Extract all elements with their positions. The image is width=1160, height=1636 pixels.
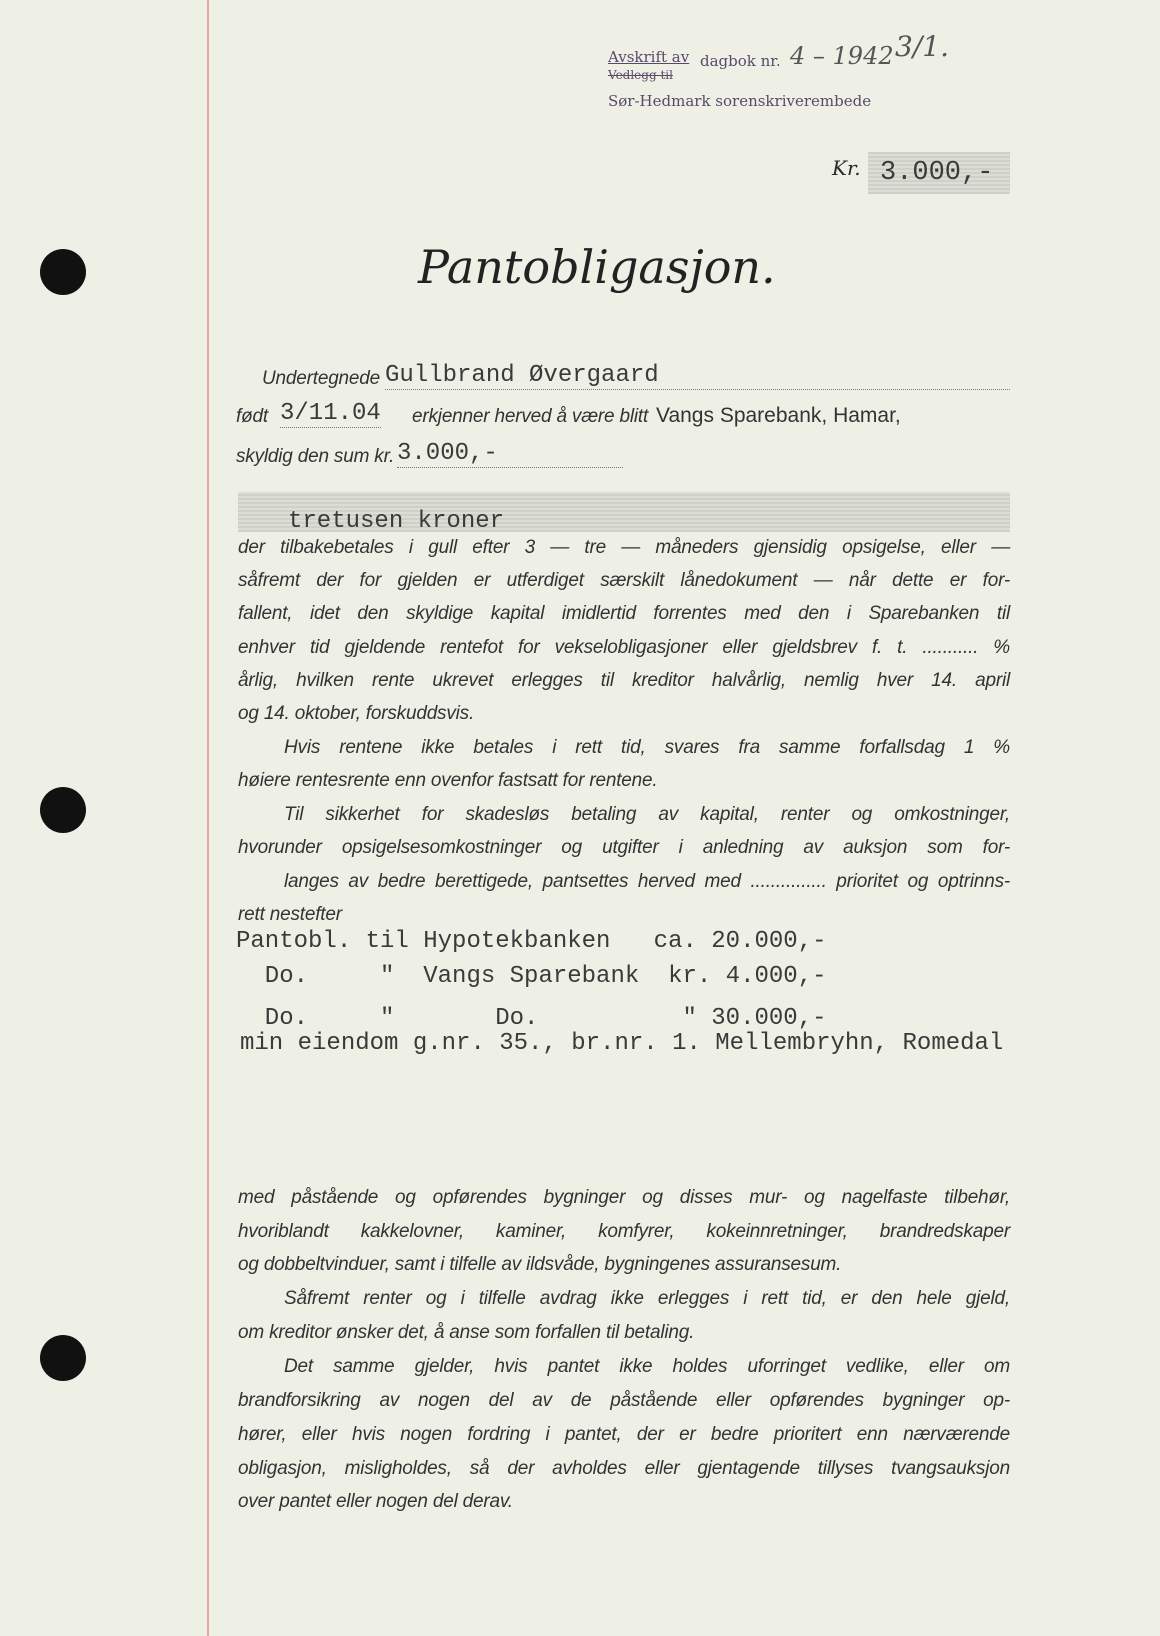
avskrift-label: Avskrift av <box>608 48 690 66</box>
text-line: langes av bedre berettigede, pantsettes herved med ............... prioritet og optrinns- <box>284 871 1010 892</box>
margin-line <box>207 0 209 1636</box>
text-line: over pantet eller nogen del derav. <box>238 1491 513 1512</box>
amount-label: Kr. <box>832 156 861 180</box>
text-line: der tilbakebetales i gull efter 3 — tre — måneders gjensidig opsigelse, eller — <box>238 537 1010 558</box>
skyldig-label: skyldig den sum kr. <box>236 446 395 467</box>
name: Gullbrand Øvergaard <box>385 362 1010 390</box>
text-line: Hvis rentene ikke betales i rett tid, svares fra samme forfallsdag 1 % <box>284 737 1010 758</box>
bank-name: Vangs Sparebank, Hamar, <box>656 404 901 427</box>
text-line: obligasjon, misligholdes, så der avholdes eller gjentagende tillyses tvangsauksjon <box>238 1458 1010 1479</box>
dagbok-nr: 4 – 1942 <box>790 42 894 70</box>
text-line: og dobbeltvinduer, samt i tilfelle av ildsvåde, bygningenes assuransesum. <box>238 1254 842 1275</box>
erkjenner-text: erkjenner herved å være blitt <box>412 406 649 427</box>
date: 3/1. <box>895 30 949 63</box>
text-line: rett nestefter <box>238 904 342 925</box>
text-line: Det samme gjelder, hvis pantet ikke holdes uforringet vedlike, eller om <box>284 1356 1010 1377</box>
text-line: Pantobl. til Hypotekbanken ca. 20.000,- <box>236 928 827 955</box>
text-line: såfremt der for gjelden er utferdiget særskilt lånedokument — når dette er for- <box>238 570 1010 591</box>
text-line: hvorunder opsigelsesomkostninger og utgifter i anledning av auksjon som for- <box>238 837 1010 858</box>
dagbok-label: dagbok nr. <box>700 52 781 70</box>
text-line: hvoriblandt kakkelovner, kaminer, komfyrer, kokeinnretninger, brandredskaper <box>238 1221 1010 1242</box>
text-line: med påstående og opførendes bygninger og disses mur- og nagelfaste tilbehør, <box>238 1187 1010 1208</box>
text-line: hører, eller hvis nogen fordring i pantet, der er bedre prioritert enn nærværende <box>238 1424 1010 1445</box>
text-line: brandforsikring av nogen del av de påstående eller opførendes bygninger op- <box>238 1390 1010 1411</box>
text-line: høiere rentesrente enn ovenfor fastsatt for rentene. <box>238 770 658 791</box>
text-line: fallent, idet den skyldige kapital imidlertid forrentes med den i Sparebanken til <box>238 603 1010 624</box>
amount-value: 3.000,- <box>880 158 994 188</box>
text-line: Do. " Vangs Sparebank kr. 4.000,- <box>236 963 827 990</box>
text-line: enhver tid gjeldende rentefot for vekselobligasjoner eller gjeldsbrev f. t. ........... % <box>238 637 1010 658</box>
document-title: Pantobligasjon. <box>418 240 776 294</box>
undertegnede-label: Undertegnede <box>262 368 381 389</box>
property-description: min eiendom g.nr. 35., br.nr. 1. Mellembryhn, Romedal <box>240 1030 1004 1057</box>
punch-hole <box>40 249 86 295</box>
office-stamp: Sør-Hedmark sorenskriverembede <box>608 92 872 110</box>
text-line: årlig, hvilken rente ukrevet erlegges til kreditor halvårlig, nemlig hver 14. april <box>238 670 1010 691</box>
text-line: Til sikkerhet for skadesløs betaling av kapital, renter og omkostninger, <box>284 804 1010 825</box>
punch-hole <box>40 1335 86 1381</box>
amount-in-words: tretusen kroner <box>288 508 505 535</box>
text-line: Såfremt renter og i tilfelle avdrag ikke erlegges i rett tid, er den hele gjeld, <box>284 1288 1010 1309</box>
punch-hole <box>40 787 86 833</box>
fodt-label: født <box>236 406 268 427</box>
text-line: og 14. oktober, forskuddsvis. <box>238 703 475 724</box>
skyldig-amount: 3.000,- <box>397 440 623 468</box>
vedlegg-label: Vedlegg til <box>608 68 673 82</box>
text-line: om kreditor ønsker det, å anse som forfallen til betaling. <box>238 1322 695 1343</box>
fodt-date: 3/11.04 <box>280 400 381 427</box>
text-line: Do. " Do. " 30.000,- <box>236 1005 827 1032</box>
